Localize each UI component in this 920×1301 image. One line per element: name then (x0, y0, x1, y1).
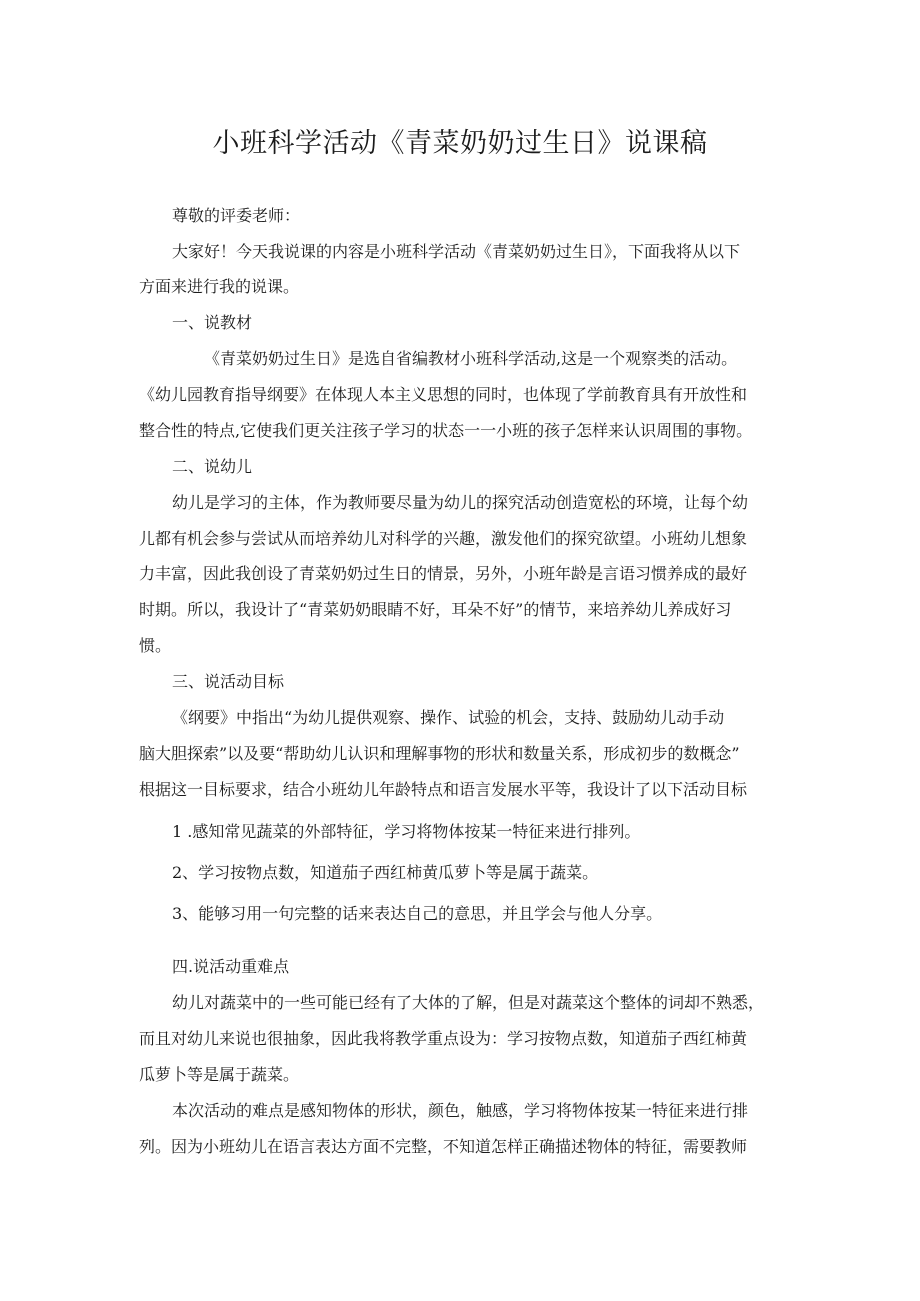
goal-item-3: 3、能够习用一句完整的话来表达自己的意思，并且学会与他人分享。 (172, 904, 663, 923)
section3-line-1: 《纲要》中指出“为幼儿提供观察、操作、试验的机会，支持、鼓励幼儿动手动 (172, 708, 725, 727)
section2-line-5: 惯。 (139, 636, 172, 655)
section2-line-1: 幼儿是学习的主体，作为教师要尽量为幼儿的探究活动创造宽松的环境，让每个幼 (172, 493, 749, 512)
intro-line-2: 方面来进行我的说课。 (139, 277, 300, 296)
section1-line-1: 《青菜奶奶过生日》是选自省编教材小班科学活动,这是一个观察类的活动。 (204, 349, 738, 368)
section2-line-3: 力丰富，因此我创设了青菜奶奶过生日的情景，另外，小班年龄是言语习惯养成的最好 (139, 564, 748, 583)
section4-p2-line-1: 本次活动的难点是感知物体的形状，颜色，触感，学习将物体按某一特征来进行排 (172, 1101, 749, 1120)
goal-item-1: 1 .感知常见蔬菜的外部特征，学习将物体按某一特征来进行排列。 (172, 822, 641, 841)
intro-line-1: 大家好！今天我说课的内容是小班科学活动《青菜奶奶过生日》，下面我将从以下 (172, 242, 741, 261)
section1-line-3: 整合性的特点,它使我们更关注孩子学习的状态一一小班的孩子怎样来认识周围的事物。 (139, 421, 753, 440)
section2-line-2: 儿都有机会参与尝试从而培养幼儿对科学的兴趣，激发他们的探究欲望。小班幼儿想象 (139, 529, 748, 548)
section4-p1-line-1: 幼儿对蔬菜中的一些可能已经有了大体的了解，但是对蔬菜这个整体的词却不熟悉， (172, 993, 765, 1012)
section2-line-4: 时期。所以，我设计了“青菜奶奶眼睛不好，耳朵不好”的情节，来培养幼儿养成好习 (139, 600, 732, 619)
section-heading-materials: 一、说教材 (172, 313, 253, 332)
document-title: 小班科学活动《青菜奶奶过生日》说课稿 (212, 128, 708, 159)
section-heading-children: 二、说幼儿 (172, 457, 253, 476)
section3-line-2: 脑大胆探索”以及要“帮助幼儿认识和理解事物的形状和数量关系，形成初步的数概念” (139, 744, 740, 763)
section4-p1-line-2: 而且对幼儿来说也很抽象，因此我将教学重点设为：学习按物点数，知道茄子西红柿黄 (139, 1029, 748, 1048)
section-heading-key-points: 四.说活动重难点 (172, 957, 290, 976)
goal-item-2: 2、学习按物点数，知道茄子西红柿黄瓜萝卜等是属于蔬菜。 (172, 863, 599, 882)
salutation: 尊敬的评委老师： (172, 206, 301, 225)
section4-p1-line-3: 瓜萝卜等是属于蔬菜。 (139, 1065, 300, 1084)
section1-line-2: 《幼儿园教育指导纲要》在体现人本主义思想的同时，也体现了学前教育具有开放性和 (139, 385, 748, 404)
section3-line-3: 根据这一目标要求，结合小班幼儿年龄特点和语言发展水平等，我设计了以下活动目标 (139, 780, 748, 799)
section4-p2-line-2: 列。因为小班幼儿在语言表达方面不完整，不知道怎样正确描述物体的特征，需要教师 (139, 1137, 748, 1156)
section-heading-goals: 三、说活动目标 (172, 672, 285, 691)
